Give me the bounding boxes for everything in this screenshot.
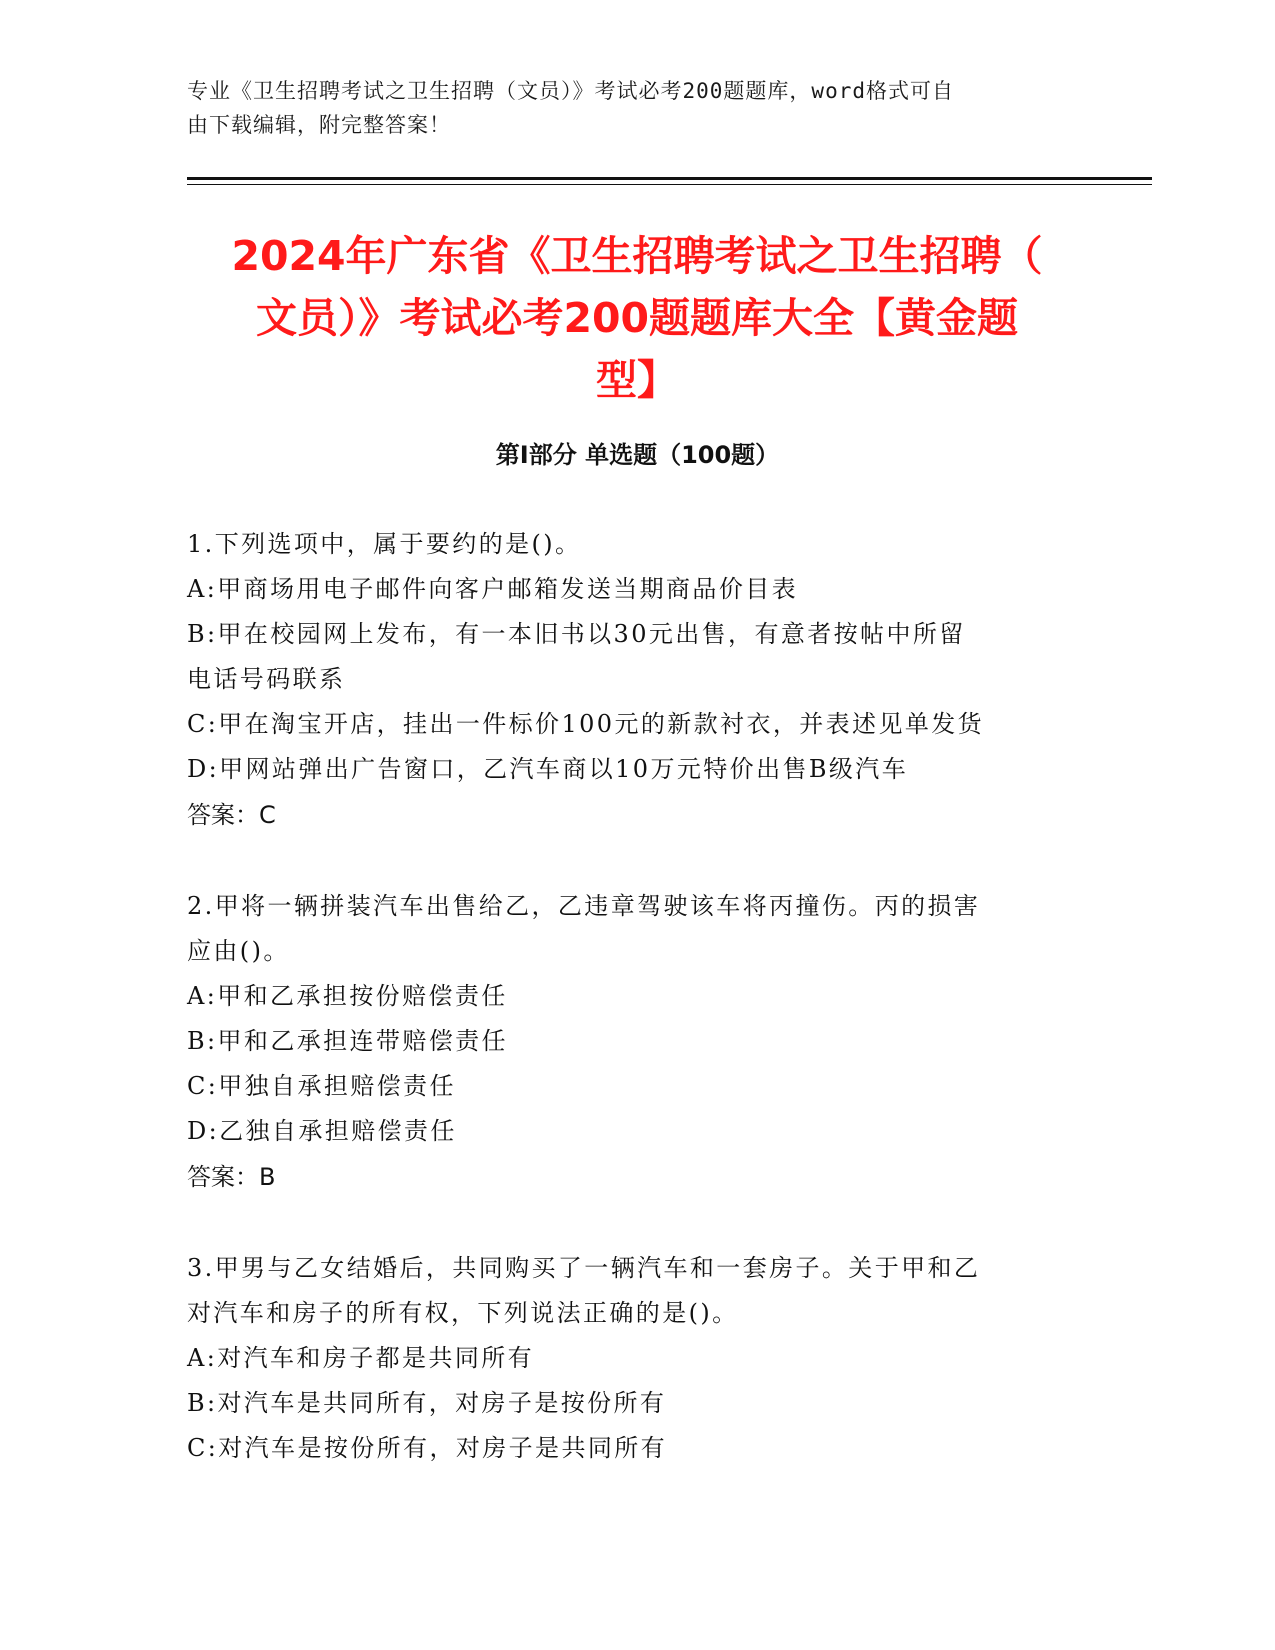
header-note-line-2: 由下载编辑，附完整答案！: [187, 113, 451, 137]
question-stem-continued: 对汽车和房子的所有权，下列说法正确的是()。: [187, 1299, 739, 1327]
document-title: [187, 225, 1087, 411]
option-d: D:乙独自承担赔偿责任: [187, 1117, 457, 1145]
question-stem-continued: 应由()。: [187, 937, 290, 965]
option-c: C:对汽车是按份所有，对房子是共同所有: [187, 1434, 668, 1462]
question-stem: 3.甲男与乙女结婚后，共同购买了一辆汽车和一套房子。关于甲和乙: [187, 1254, 981, 1282]
title-line-1: 2024年广东省《卫生招聘考试之卫生招聘（: [231, 232, 1043, 280]
question-list: [187, 522, 1087, 1517]
question-1: [187, 522, 1087, 838]
title-line-2: 文员）》考试必考200题题库大全【黄金题: [255, 294, 1019, 342]
option-b-continued: 电话号码联系: [187, 665, 346, 693]
option-a: A:甲和乙承担按份赔偿责任: [187, 982, 508, 1010]
header-divider-thick: [187, 177, 1152, 180]
title-line-3: 型】: [596, 356, 678, 404]
option-c: C:甲在淘宝开店，挂出一件标价100元的新款衬衣，并表述见单发货: [187, 710, 985, 738]
answer-line: 答案：B: [187, 1163, 276, 1191]
option-c: C:甲独自承担赔偿责任: [187, 1072, 456, 1100]
question-2: [187, 884, 1087, 1200]
option-b: B:甲在校园网上发布，有一本旧书以30元出售，有意者按帖中所留: [187, 620, 966, 648]
question-stem: 2.甲将一辆拼装汽车出售给乙，乙违章驾驶该车将丙撞伤。丙的损害: [187, 892, 981, 920]
option-b: B:对汽车是共同所有，对房子是按份所有: [187, 1389, 667, 1417]
option-a: A:甲商场用电子邮件向客户邮箱发送当期商品价目表: [187, 575, 799, 603]
document-header-note: [187, 74, 1067, 142]
option-b: B:甲和乙承担连带赔偿责任: [187, 1027, 508, 1055]
answer-line: 答案：C: [187, 801, 276, 829]
question-3: [187, 1246, 1087, 1471]
header-divider-thin: [187, 184, 1152, 185]
section-heading: 第Ⅰ部分 单选题（100题）: [495, 441, 780, 469]
header-note-line-1: 专业《卫生招聘考试之卫生招聘（文员）》考试必考200题题库，word格式可自: [187, 79, 954, 103]
option-d: D:甲网站弹出广告窗口，乙汽车商以10万元特价出售B级汽车: [187, 755, 909, 783]
question-stem: 1.下列选项中，属于要约的是()。: [187, 530, 582, 558]
option-a: A:对汽车和房子都是共同所有: [187, 1344, 535, 1372]
